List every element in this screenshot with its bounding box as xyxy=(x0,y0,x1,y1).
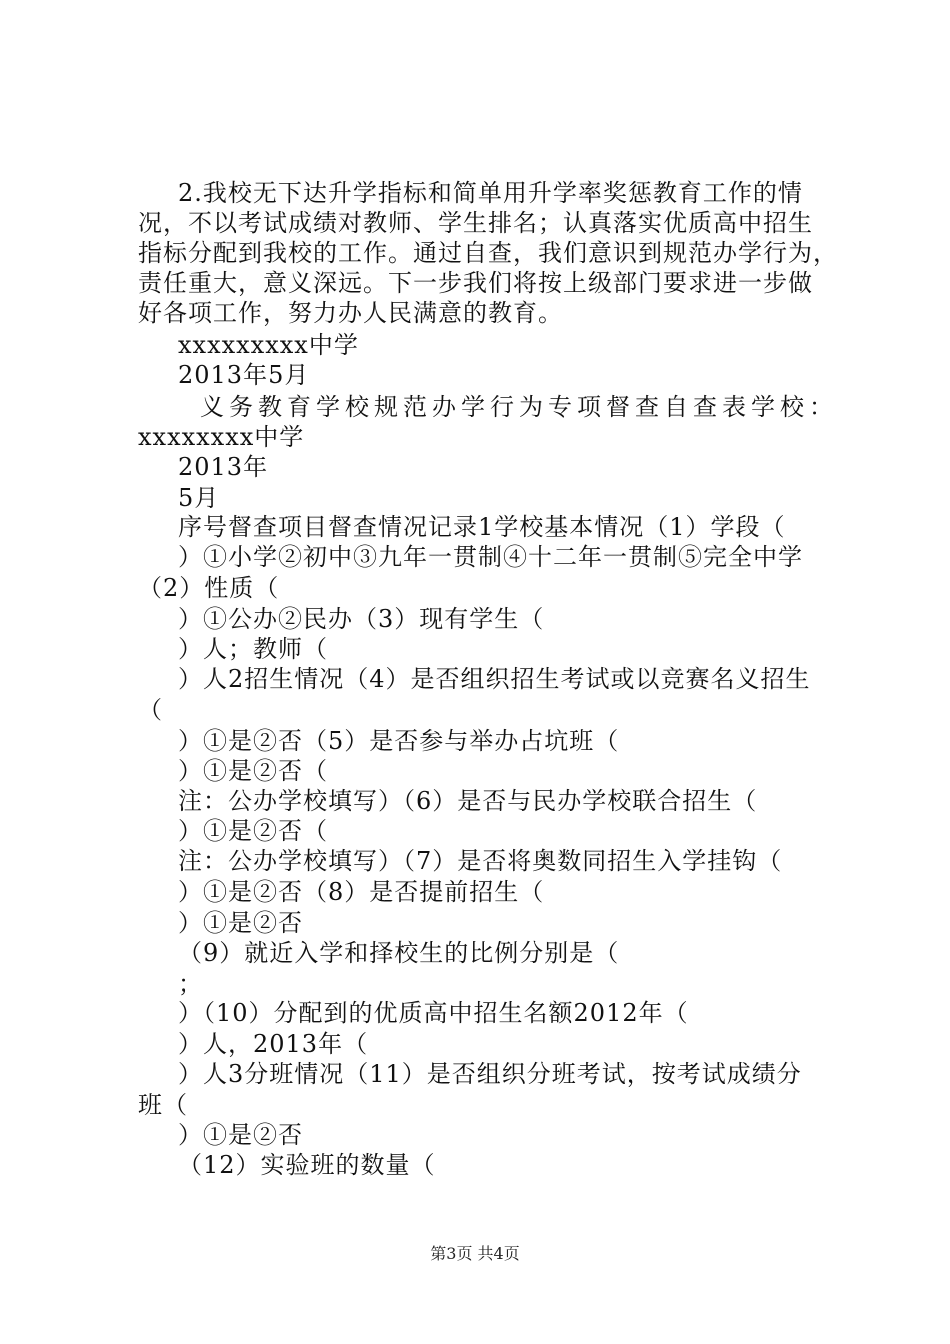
text-line: 2.我校无下达升学指标和简单用升学率奖惩教育工作的情 xyxy=(178,179,803,207)
text-line: （ xyxy=(138,696,163,724)
text-line: 序号督查项目督查情况记录1学校基本情况（1）学段（ xyxy=(178,513,786,541)
text-line: 况，不以考试成绩对教师、学生排名；认真落实优质高中招生 xyxy=(138,209,813,237)
text-line: （12）实验班的数量（ xyxy=(178,1151,436,1179)
text-line: ）①是②否 xyxy=(178,1121,303,1149)
text-line: 指标分配到我校的工作。通过自查，我们意识到规范办学行为， xyxy=(138,239,838,267)
text-line: ）人，2013年（ xyxy=(178,1030,369,1058)
text-line: ）①是②否（5）是否参与举办占坑班（ xyxy=(178,727,620,755)
page-number: 第3页 共4页 xyxy=(430,1244,520,1263)
text-line: ）①是②否 xyxy=(178,909,303,937)
text-line: ）①是②否（ xyxy=(178,757,328,785)
text-line: 责任重大，意义深远。下一步我们将按上级部门要求进一步做 xyxy=(138,269,813,297)
text-line: 注：公办学校填写）（6）是否与民办学校联合招生（ xyxy=(178,787,758,815)
text-line: ）人；教师（ xyxy=(178,635,328,663)
signature-date: 2013年5月 xyxy=(178,361,310,389)
form-month: 5月 xyxy=(178,484,220,512)
text-line: 好各项工作，努力办人民满意的教育。 xyxy=(138,299,563,327)
form-year: 2013年 xyxy=(178,453,269,481)
form-school-name: xxxxxxxx中学 xyxy=(138,423,305,451)
form-title: 义务教育学校规范办学行为专项督查自查表学校： xyxy=(200,393,838,421)
text-line: ）（10）分配到的优质高中招生名额2012年（ xyxy=(178,999,689,1027)
text-line: （2）性质（ xyxy=(138,574,280,602)
text-line: ； xyxy=(178,970,203,998)
text-line: ）①是②否（8）是否提前招生（ xyxy=(178,878,545,906)
text-line: ）人3分班情况（11）是否组织分班考试，按考试成绩分 xyxy=(178,1060,802,1088)
text-line: 班（ xyxy=(138,1091,188,1119)
text-line: ）①是②否（ xyxy=(178,817,328,845)
text-line: ）①小学②初中③九年一贯制④十二年一贯制⑤完全中学 xyxy=(178,543,803,571)
text-line: （9）就近入学和择校生的比例分别是（ xyxy=(178,939,620,967)
text-line: 注：公办学校填写）（7）是否将奥数同招生入学挂钩（ xyxy=(178,847,783,875)
signature-school: xxxxxxxxx中学 xyxy=(178,331,359,359)
text-line: ）人2招生情况（4）是否组织招生考试或以竞赛名义招生 xyxy=(178,665,811,693)
text-line: ）①公办②民办（3）现有学生（ xyxy=(178,605,545,633)
